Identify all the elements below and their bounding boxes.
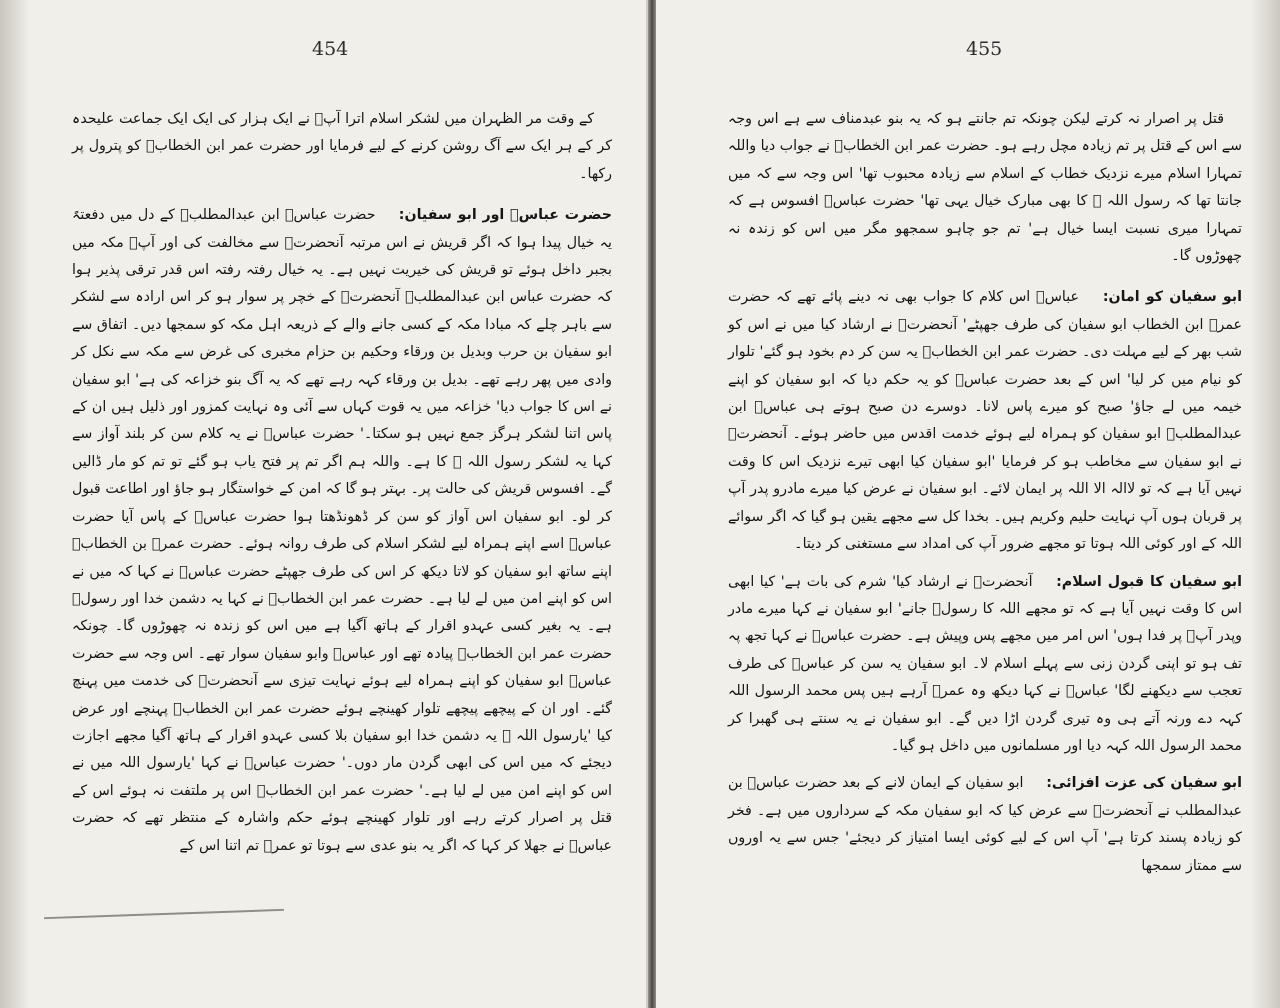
paragraph-text: قتل پر اصرار نہ کرتے لیکن چونکہ تم جانتے ہو کہ یہ بنو عبدمناف سے ہے اس وجہ سے اس کے قتل پر تم زیادہ مچل رہے ہو۔ حضرت عمر ابن الخطابؓ نے جواب دیا واللہ تمہارا اسلام میرے نزدیک خطاب کے اسلام سے زیادہ محبوب تھا' اس وجہ سے کہ میں جانتا تھا کہ رسول اللہ ﷺ کا بھی مبارک خیال یہی تھا' حضرت عباسؓ افسوس ہے کہ تمہارا میری نسبت ایسا خیال ہے' تم جو چاہو سمجھو مگر میں اس کو زندہ نہ چھوڑوں گا۔: [728, 111, 1242, 265]
body-text: [72, 106, 612, 870]
section-heading: ابو سفیان کی عزت افزائی:: [1046, 775, 1242, 792]
paragraph-text: کے وقت مر الظہران میں لشکر اسلام اترا آپؐ نے ایک ہزار کی ایک ایک جماعت علیحدہ کر کے ہر ایک سے آگ روشن کرنے کے لیے فرمایا اور حضرت عمر ابن الخطابؓ کو پترول پر رکھا۔: [72, 111, 612, 182]
paragraph-text: آنحضرتؐ نے ارشاد کیا' شرم کی بات ہے' کیا ابھی اس کا وقت نہیں آیا ہے کہ تو مجھے اللہ کا رسولؐ جانے' ابو سفیان نے کہا میرے مادر وپدر آپؐ پر فدا ہوں' اس امر میں مجھے پس وپیش ہے۔ حضرت عباسؓ نے کہا تجھ پہ تف ہو تو اپنی گردن زنی سے پہلے اسلام لا۔ ابو سفیان یہ سن کر عباسؓ کی طرف تعجب سے دیکھنے لگا' عباسؓ نے کہا دیکھ وہ عمرؓ آرہے ہیں پس محمد الرسول اللہ کہہ دے ورنہ آتے ہی وہ تیری گردن اڑا دیں گے۔ ابو سفیان نے یہ سنتے ہی گھبرا کر محمد الرسول اللہ کہہ دیا اور مسلمانوں میں داخل ہو گیا۔: [728, 573, 1242, 754]
paragraph: [728, 284, 1242, 558]
page-number: 454: [312, 38, 349, 60]
paragraph: [72, 106, 612, 188]
section-heading: حضرت عباسؓ اور ابو سفیان:: [398, 207, 612, 224]
page-edge-shadow: [1250, 0, 1280, 1008]
paragraph-text: ابو سفیان کے ایمان لانے کے بعد حضرت عباسؓ بن عبدالمطلب نے آنحضرتؐ سے عرض کیا کہ ابو سفیان مکہ کے سرداروں میں ہے۔ فخر کو زیادہ پسند کرتا ہے' آپ اس کے لیے کوئی ایسا امتیاز کر دیجئے' جس سے یہ اوروں سے ممتاز سمجھا: [728, 775, 1242, 874]
paragraph: [728, 569, 1242, 761]
paragraph: [72, 202, 612, 860]
section-heading: ابو سفیان کا قبول اسلام:: [1056, 573, 1242, 590]
paragraph: [728, 770, 1242, 880]
page-number: 455: [966, 38, 1003, 60]
section-heading: ابو سفیان کو امان:: [1102, 289, 1242, 306]
pen-mark: [44, 909, 284, 919]
paragraph-text: حضرت عباسؓ ابن عبدالمطلبؓ کے دل میں دفعتہً یہ خیال پیدا ہوا کہ اگر قریش نے اس مرتبہ آنحضرتؐ سے مخالفت کی اور آپؐ مکہ میں بجبر داخل ہوئے تو قریش کی خیریت نہیں ہے۔ یہ خیال رفتہ رفتہ اس قدر ترقی پذیر ہوا کہ حضرت عباس ابن عبدالمطلبؓ آنحضرتؐ کے خچر پر سوار ہو کر اس ارادہ سے لشکر سے باہر چلے کہ مبادا مکہ کے کسی جانے والے کے ذریعہ اہل مکہ کو سمجھا دیں۔ اتفاق سے ابو سفیان بن حرب وبدیل بن ورقاء وحکیم بن حزام مخبری کی غرض سے مکہ سے نکل کر وادی میں پھر رہے تھے۔ بدیل بن ورقاء کہہ رہے تھے کہ یہ آگ بنو خزاعہ کی ہے' ابو سفیان نے اس کا جواب دیا' خزاعہ میں یہ قوت کہاں سے آئی وہ نہایت کمزور اور ذلیل ہیں ان کے پاس اتنا لشکر ہرگز جمع نہیں ہو سکتا۔' حضرت عباسؓ نے یہ کلام سن کر بلند آواز سے کہا یہ لشکر رسول اللہ ﷺ کا ہے۔ واللہ ہم اگر تم پر فتح یاب ہو گئے تو تم کو مار ڈالیں گے۔ افسوس قریش کی حالت پر۔ بہتر ہو گا کہ امن کے خواستگار ہو جاؤ اور اطاعت قبول کر لو۔ ابو سفیان اس آواز کو سن کر ڈھونڈھتا ہوا حضرت عباسؓ کے پاس آیا حضرت عباسؓ اسے اپنے ہمراہ لیے لشکر اسلام کی طرف روانہ ہوئے۔ حضرت عمرؓ بن الخطابؓ اپنے ساتھ ابو سفیان کو لاتا دیکھ کر اس کی طرف جھپٹے حضرت عباسؓ نے کہا کہ میں نے اس کو اپنے امن میں لے لیا ہے۔ حضرت عمر ابن الخطابؓ نے کہا یہ دشمن خدا اور رسولؐ ہے۔ یہ بغیر کسی عہدو اقرار کے ہاتھ آگیا ہے میں اس کو زندہ نہ چھوڑوں گا۔ چونکہ حضرت عمر ابن الخطابؓ پیادہ تھے اور عباسؓ وابو سفیان سوار تھے۔ اس وجہ سے حضرت عباسؓ ابو سفیان کو اپنے ہمراہ لیے ہوئے نہایت تیزی سے آنحضرتؐ کی خدمت میں پہنچ گئے۔ اور ان کے پیچھے پیچھے تلوار کھینچے ہوئے حضرت عمر ابن الخطابؓ پہنچے اور عرض کیا 'یارسول اللہ ﷺ یہ دشمن خدا ابو سفیان بلا کسی عہدو اقرار کے ہاتھ آگیا مجھے اجازت دیجئے کہ میں اس کی ابھی گردن مار دوں۔' حضرت عباسؓ نے کہا 'یارسول اللہ میں نے اس کو اپنے امن میں لے لیا ہے۔' حضرت عمر ابن الخطابؓ اس پر ملتفت نہ ہوئے اس کے قتل پر اصرار کرتے رہے اور تلوار کھینچے ہوئے حکم واشارہ کے منتظر تھے کہ حضرت عباسؓ نے جھلا کر کہا کہ اگر یہ بنو عدی سے ہوتا تو عمرؓ تم اتنا اس کے: [72, 207, 612, 854]
book-gutter: [648, 0, 656, 1008]
right-page: [656, 0, 1280, 1008]
paragraph: [728, 106, 1242, 270]
page-edge-shadow: [0, 0, 30, 1008]
body-text: [728, 106, 1242, 890]
paragraph-text: عباسؓ اس کلام کا جواب بھی نہ دینے پائے تھے کہ حضرت عمرؓ ابن الخطاب ابو سفیان کی طرف جھپٹے' آنحضرتؐ نے ارشاد کیا میں نے اس کو شب بھر کے لیے مہلت دی۔ حضرت عمر ابن الخطابؓ یہ سن کر دم بخود ہو گئے' تلوار کو نیام میں کر لیا' اس کے بعد حضرت عباسؓ کو یہ حکم دیا کہ ابو سفیان کو اپنے خیمہ میں لے جاؤ' صبح کو میرے پاس لانا۔ دوسرے دن صبح ہوتے ہی عباسؓ ابن عبدالمطلبؓ ابو سفیان کو ہمراہ لیے ہوئے خدمت اقدس میں حاضر ہوئے۔ آنحضرتؐ نے ابو سفیان سے مخاطب ہو کر فرمایا 'ابو سفیان کیا ابھی تیرے نزدیک اس کا وقت نہیں آیا ہے کہ تو لاالہ الا اللہ پر ایمان لائے۔ ابو سفیان نے عرض کیا میرے مادرو پدر آپ پر قربان ہوں آپ نہایت حلیم وکریم ہیں۔ بخدا کل سے مجھے یقین ہو گیا کہ اگر سوائے اللہ کے اور کوئی اللہ ہوتا تو مجھے ضرور آپ کی امداد سے مستغنی کر دیتا۔: [728, 289, 1242, 553]
